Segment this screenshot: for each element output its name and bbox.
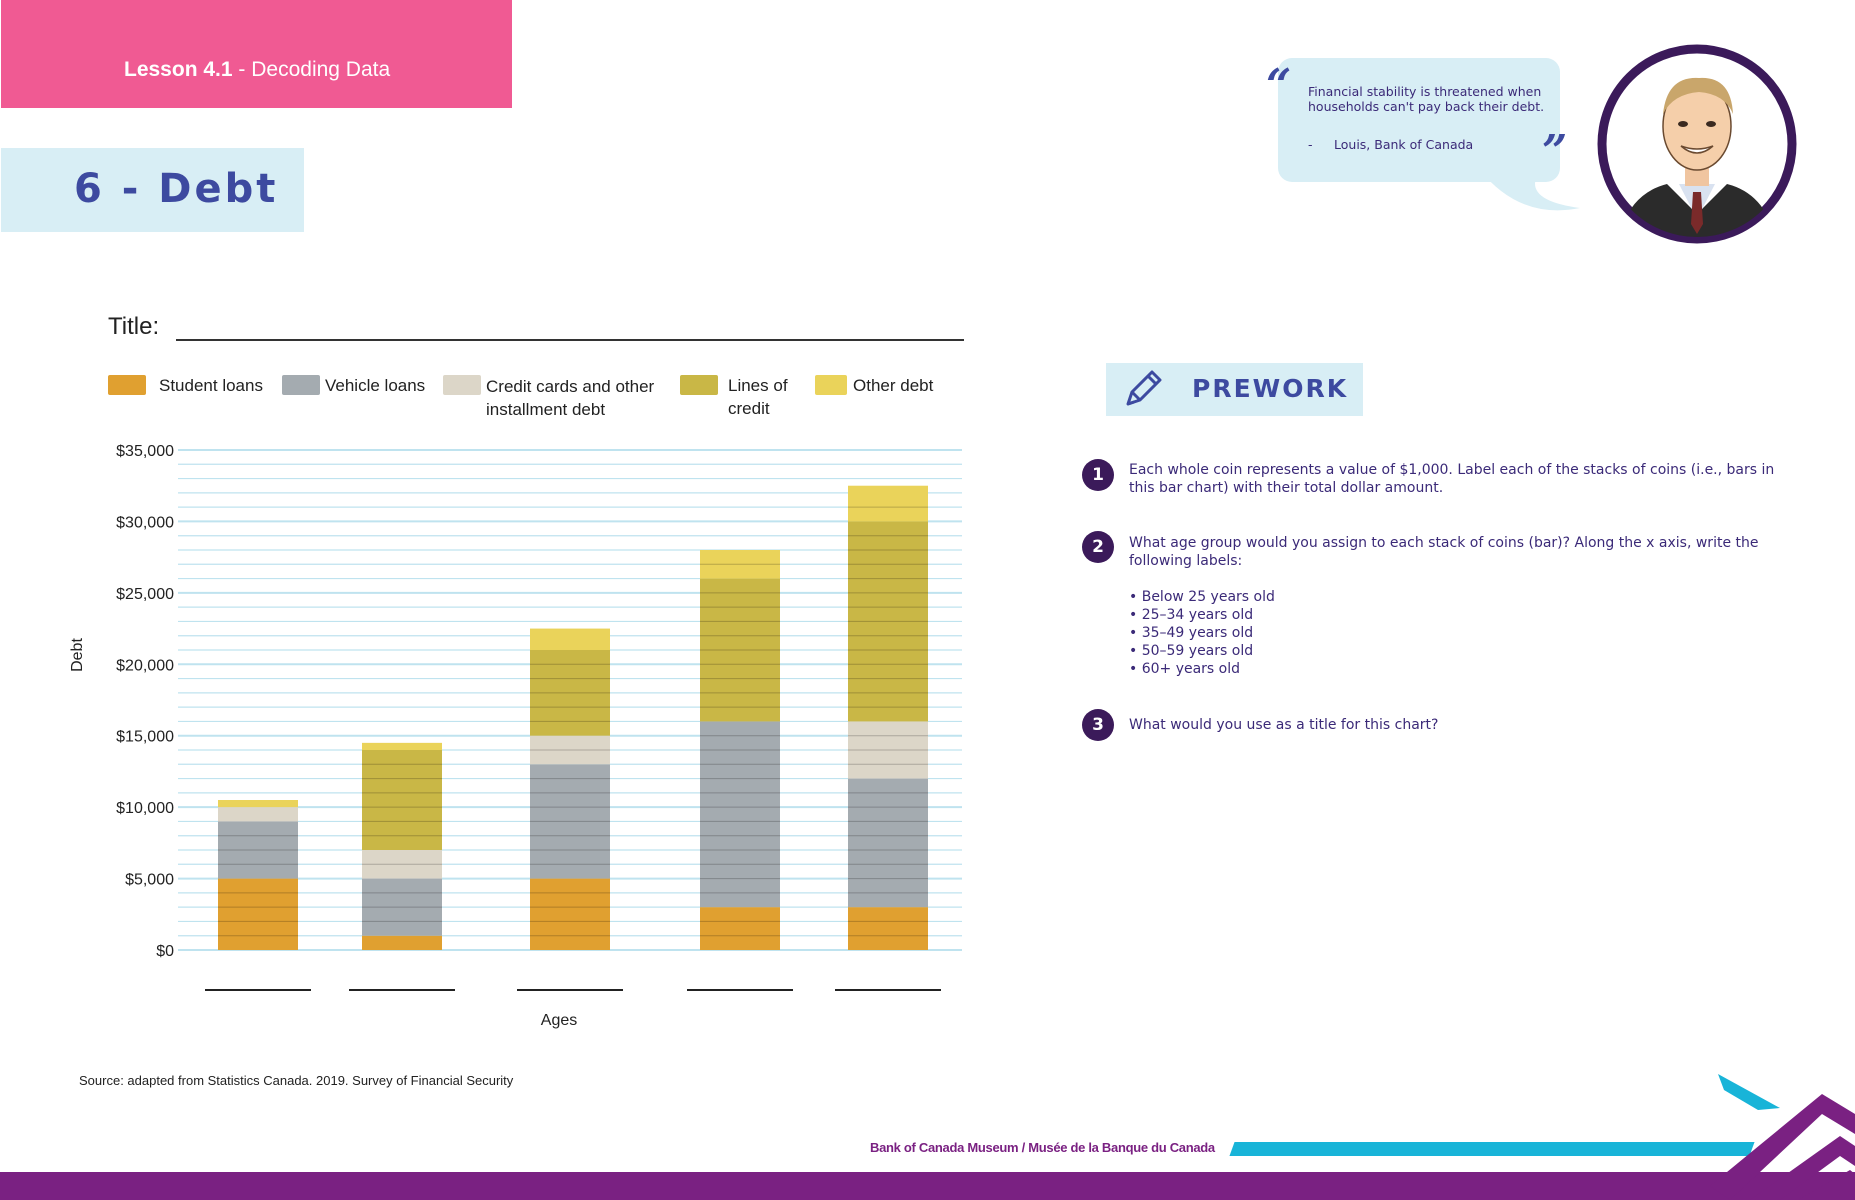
legend-label-vehicle-loans: Vehicle loans: [325, 376, 426, 395]
y-tick-label: $0: [156, 943, 174, 960]
museum-logo-icon: [1690, 1074, 1855, 1200]
bar-segment-student-loans: [530, 879, 610, 950]
legend-label-lines-of-credit: Lines of credit: [728, 376, 788, 418]
bar-segment-student-loans: [700, 907, 780, 950]
bar-stacks: [218, 486, 928, 950]
bar-segment-student-loans: [848, 907, 928, 950]
bar-segment-vehicle-loans: [700, 721, 780, 907]
age-label-4: • 50–59 years old: [1129, 643, 1254, 659]
step-1-number: 1: [1082, 459, 1114, 491]
bar-segment-other-debt: [362, 743, 442, 750]
y-tick-label: $25,000: [116, 585, 174, 603]
legend-label-credit-cards: Credit cards and other installment debt: [486, 377, 655, 419]
y-tick-label: $35,000: [116, 443, 174, 460]
y-tick-label: $15,000: [116, 728, 174, 746]
y-tick-labels: [116, 443, 174, 960]
bar-segment-student-loans: [218, 879, 298, 950]
quote-text: Financial stability is threatened when households can't pay back their debt.: [1308, 84, 1545, 114]
footer-accent-bar: [1229, 1142, 1754, 1156]
chart-title-label: Title:: [108, 313, 160, 340]
pencil-icon: [1120, 368, 1164, 412]
footer-band: [0, 1172, 1855, 1200]
age-label-5: • 60+ years old: [1129, 661, 1241, 677]
prework-label: PREWORK: [1192, 374, 1349, 403]
age-label-3: • 35–49 years old: [1129, 625, 1254, 641]
step-1-text: Each whole coin represents a value of $1,000. Label each of the stacks of coins (i.e., bars in this bar chart) with their total dollar amount.: [1129, 462, 1775, 496]
bar-segment-other-debt: [218, 800, 298, 807]
legend-label-other-debt: Other debt: [853, 376, 934, 395]
lesson-number: Lesson 4.1: [124, 58, 233, 81]
y-tick-label: $30,000: [116, 514, 174, 532]
age-label-1: • Below 25 years old: [1129, 589, 1275, 605]
source-note: Source: adapted from Statistics Canada. 2019. Survey of Financial Security: [79, 1073, 514, 1088]
y-tick-label: $5,000: [125, 871, 174, 889]
step-3-number: 3: [1082, 709, 1114, 741]
step-2-number: 2: [1082, 531, 1114, 563]
step-2-text: What age group would you assign to each stack of coins (bar)? Along the x axis, write the following labels:: [1129, 535, 1759, 569]
x-axis-label: Ages: [540, 1012, 578, 1029]
section-title: 6 - Debt: [74, 166, 279, 212]
footer-museum-name: Bank of Canada Museum / Musée de la Banque du Canada: [870, 1140, 1215, 1155]
legend-label-student-loans: Student loans: [159, 376, 263, 395]
y-tick-label: $10,000: [116, 800, 174, 818]
y-tick-label: $20,000: [116, 657, 174, 675]
age-label-2: • 25–34 years old: [1129, 607, 1254, 623]
bar-segment-lines-of-credit: [362, 750, 442, 850]
lesson-name: Decoding Data: [251, 58, 391, 81]
step-3-text: What would you use as a title for this chart?: [1129, 717, 1439, 733]
bar-segment-credit-cards-and-other-installment-debt: [218, 807, 298, 821]
bar-segment-other-debt: [848, 486, 928, 522]
open-quote-icon: “: [1266, 60, 1292, 111]
bar-segment-vehicle-loans: [848, 779, 928, 908]
bar-segment-student-loans: [362, 936, 442, 950]
lesson-separator: -: [232, 58, 252, 81]
bar-segment-other-debt: [530, 629, 610, 650]
y-axis-label: Debt: [69, 638, 86, 672]
quote-dash: -: [1308, 137, 1313, 152]
quote-author: Louis, Bank of Canada: [1334, 137, 1474, 152]
close-quote-icon: ”: [1542, 126, 1568, 177]
